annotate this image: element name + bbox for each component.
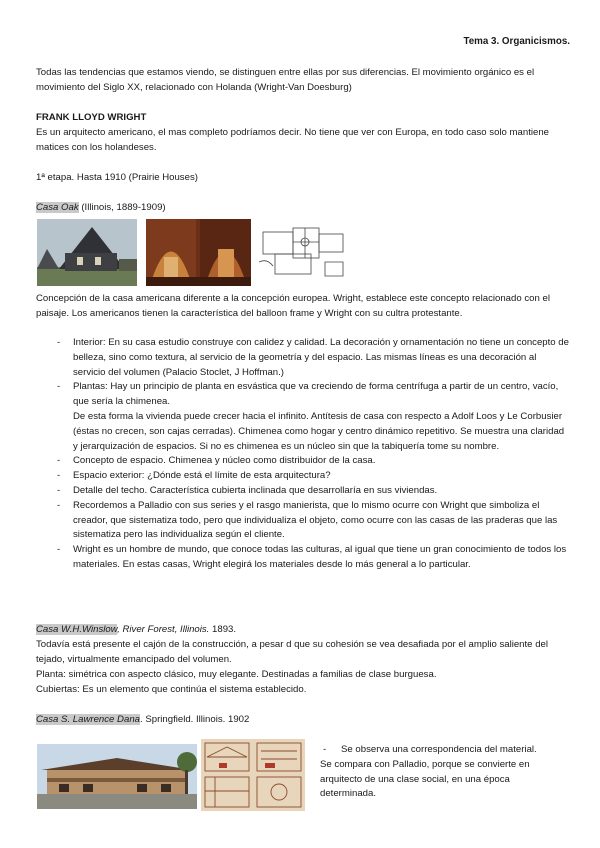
flw-description: Es un arquitecto americano, el mas completo podríamos decir. No tiene que ver con Europa, en todo caso solo mantiene matices con los holandeses. (36, 127, 550, 153)
list-item-palladio: - Recordemos a Palladio con sus series y el rasgo manierista, que lo mismo ocurre con Wright que simboliza el creador, que sistematiza todo, pero que individualiza el objeto, como ocurre con las casas de las praderas que las sistematiza pero las individualiza según el cliente. (57, 499, 569, 543)
dana-notes (320, 743, 568, 802)
casa-dana-location: . Springfield. Illinois. 1902 (140, 714, 250, 725)
winslow-description: Todavía está presente el cajón de la construcción, a pesar d que su cohesión se vea desafiada por el amplio saliente del tejado, virtualmente emancipado del volumen. (36, 639, 548, 665)
list-item-techo: - Detalle del techo. Característica cubierta inclinada que desarrollaría en sus viviendas. (57, 484, 569, 499)
casa-dana-title: Casa S. Lawrence Dana (36, 714, 140, 725)
interior-photo-icon (146, 219, 251, 286)
house-photo-icon (37, 219, 137, 286)
dana-continuation: Se compara con Palladio, porque se convierte en arquitecto de una clase social, en una época determinada. (320, 758, 530, 800)
drawing-sheet-icon (201, 739, 305, 811)
intro-paragraph: Todas las tendencias que estamos viendo, se distinguen entre ellas por sus diferencias. El movimiento orgánico es el movimiento del Siglo XX, relacionado con Holanda (Wright-Van Doesburg) (36, 67, 535, 93)
section-heading-flw: FRANK LLOYD WRIGHT (36, 112, 147, 123)
characteristics-list (57, 336, 569, 573)
page-header-title: Tema 3. Organicismos. (463, 36, 570, 47)
dana-bullet: - Se observa una correspondencia del material. (323, 744, 537, 755)
casa-winslow-caption (36, 623, 568, 638)
winslow-cubiertas: Cubiertas: Es un elemento que continúa el sistema establecido. (36, 684, 307, 695)
list-item-materiales: - Wright es un hombre de mundo, que conoce todas las culturas, al igual que tiene un gran conocimiento de todos los materiales. En estas casas, Wright elegirá los materiales desde lo más general a lo particular. (57, 543, 569, 573)
floor-plan-icon (255, 222, 351, 284)
casa-winslow-title: Casa W.H.Winslow (36, 624, 118, 635)
plantas-extra-text: De esta forma la vivienda puede crecer hacia el infinito. Antítesis de casa con respecto a Adolf Loos y Le Corbusier (éstas no crecen, son cajas cerradas). Chimenea como hogar y centro dinámico repetitivo. Se muestra una claridad y jerarquización de espacios. Si no es chimenea es un núcleo sin que la tabiquería tome su nombre. (73, 410, 565, 452)
casa-winslow-year: 1893. (209, 624, 237, 635)
casa-oak-location: (Illinois, 1889-1909) (78, 202, 166, 213)
stage-1-label: 1ª etapa. Hasta 1910 (Prairie Houses) (36, 172, 198, 183)
list-item-espacio: - Concepto de espacio. Chimenea y núcleo como distribuidor de la casa. (57, 454, 569, 469)
casa-oak-caption (36, 201, 568, 216)
list-item-plantas: - Plantas: Hay un principio de planta en esvástica que va creciendo de forma centrífuga a partir de un centro, vacío, que sería la chimenea. De esta forma la vivienda puede crecer hacia el infinito. Antítesis de casa con respecto a Adolf Loos y Le Corbusier (éstas no crecen, son cajas cerradas). Chimenea como hogar y centro dinámico repetitivo. Se muestra una claridad y jerarquización de espacios. Si no es chimenea es un núcleo sin que la tabiquería tome su nombre. (57, 380, 569, 454)
list-item-exterior: - Espacio exterior: ¿Dónde está el límite de esta arquitectura? (57, 469, 569, 484)
winslow-planta: Planta: simétrica con aspecto clásico, muy elegante. Destinadas a familias de clase burguesa. (36, 669, 437, 680)
house-photo-icon (37, 744, 197, 809)
list-item-interior: - Interior: En su casa estudio construye con calidez y calidad. La decoración y ornamentación no tiene un concepto de belleza, sino como textura, al servicio de la geometría y del espacio. Las mismas líneas es una decoración al servicio del volumen (Palacio Stoclet, J Hoffman.) (57, 336, 569, 380)
casa-winslow-place: , River Forest, Illinois. (117, 624, 210, 635)
concept-paragraph: Concepción de la casa americana diferente a la concepción europea. Wright, establece este concepto relacionado con el paisaje. Los americanos tienen la característica del balloon frame y Wright con su cultra protestante. (36, 293, 550, 319)
casa-oak-title: Casa Oak (36, 202, 79, 213)
casa-dana-caption (36, 713, 568, 728)
